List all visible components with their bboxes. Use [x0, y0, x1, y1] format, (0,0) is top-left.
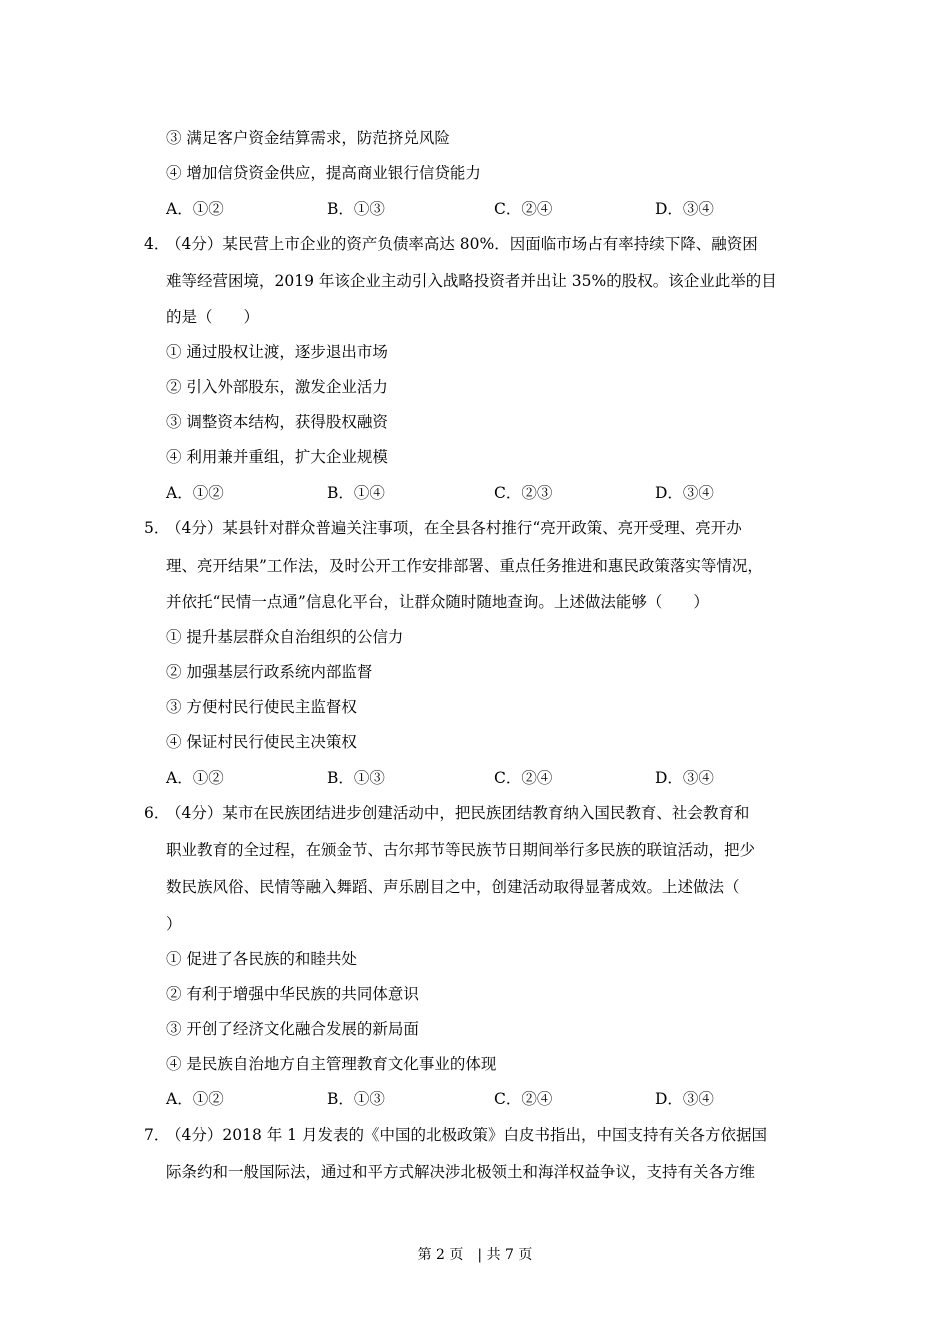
statement-1: ① 促进了各民族的和睦共处: [166, 950, 357, 968]
statement-2: ② 引入外部股东，激发企业活力: [166, 378, 388, 396]
statement-4: ④ 增加信贷资金供应，提高商业银行信贷能力: [166, 164, 481, 182]
question-7-stem: （4分）2018 年 1 月发表的《中国的北极政策》白皮书指出，中国支持有关各方依据国: [166, 1126, 767, 1144]
option-a: A．①②: [166, 769, 224, 787]
statement-3: ③ 方便村民行使民主监督权: [166, 698, 357, 716]
option-b: B．①③: [327, 769, 385, 787]
statement-1: ① 通过股权让渡，逐步退出市场: [166, 343, 388, 361]
statement-3: ③ 满足客户资金结算需求，防范挤兑风险: [166, 129, 450, 147]
option-a: A．①②: [166, 1090, 224, 1108]
statement-2: ② 加强基层行政系统内部监督: [166, 663, 373, 681]
option-a: A．①②: [166, 484, 224, 502]
question-7-number: 7．: [144, 1126, 170, 1144]
option-d: D．③④: [655, 769, 714, 787]
question-4-stem: （4分）某民营上市企业的资产负债率高达 80%．因面临市场占有率持续下降、融资困: [166, 235, 758, 253]
question-5-stem: 并依托“民情一点通”信息化平台，让群众随时随地查询。上述做法能够（ ）: [166, 593, 709, 611]
question-6-stem: 数民族风俗、民情等融入舞蹈、声乐剧目之中，创建活动取得显著成效。上述做法（: [166, 878, 740, 896]
option-d: D．③④: [655, 484, 714, 502]
option-b: B．①④: [327, 484, 385, 502]
option-a: A．①②: [166, 200, 224, 218]
statement-3: ③ 调整资本结构，获得股权融资: [166, 413, 388, 431]
statement-3: ③ 开创了经济文化融合发展的新局面: [166, 1020, 419, 1038]
option-c: C．②④: [494, 1090, 553, 1108]
question-7-stem: 际条约和一般国际法，通过和平方式解决涉北极领土和海洋权益争议，支持有关各方维: [166, 1163, 756, 1181]
question-6-stem: （4分）某市在民族团结进步创建活动中，把民族团结教育纳入国民教育、社会教育和: [166, 804, 750, 822]
question-6-number: 6．: [144, 804, 170, 822]
statement-4: ④ 是民族自治地方自主管理教育文化事业的体现: [166, 1055, 497, 1073]
option-b: B．①③: [327, 1090, 385, 1108]
question-5-stem: （4分）某县针对群众普遍关注事项，在全县各村推行“亮开政策、亮开受理、亮开办: [166, 519, 742, 537]
option-c: C．②④: [494, 200, 553, 218]
statement-4: ④ 保证村民行使民主决策权: [166, 733, 357, 751]
statement-1: ① 提升基层群众自治组织的公信力: [166, 628, 404, 646]
question-5-stem: 理、亮开结果”工作法，及时公开工作安排部署、重点任务推进和惠民政策落实等情况，: [166, 557, 763, 575]
option-d: D．③④: [655, 1090, 714, 1108]
option-d: D．③④: [655, 200, 714, 218]
statement-4: ④ 利用兼并重组，扩大企业规模: [166, 448, 388, 466]
statement-2: ② 有利于增强中华民族的共同体意识: [166, 985, 419, 1003]
option-b: B．①③: [327, 200, 385, 218]
question-6-stem: 职业教育的全过程，在颁金节、古尔邦节等民族节日期间举行多民族的联谊活动，把少: [166, 841, 756, 859]
option-c: C．②④: [494, 769, 553, 787]
question-4-stem: 的是（ ）: [166, 308, 260, 326]
question-4-number: 4．: [144, 235, 170, 253]
question-5-number: 5．: [144, 519, 170, 537]
question-6-stem: ）: [166, 915, 182, 933]
question-4-stem: 难等经营困境，2019 年该企业主动引入战略投资者并出让 35%的股权。该企业此举的目: [166, 272, 777, 290]
option-c: C．②③: [494, 484, 553, 502]
page-footer: 第 2 页 | 共 7 页: [417, 1247, 533, 1263]
